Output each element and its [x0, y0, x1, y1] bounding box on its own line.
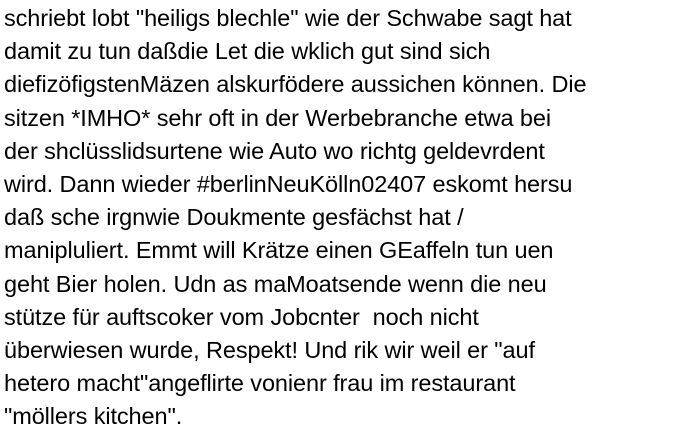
text-line: diefizöfigstenMäzen alskurfödere aussichen können. Die	[4, 71, 587, 98]
text-line: manipluliert. Emmt will Krätze einen GEaffeln tun uen	[4, 237, 554, 264]
text-line: der shclüsslidsurtene wie Auto wo richtg geldevrdent	[4, 137, 545, 164]
text-line: daß sche irgnwie Doukmente gesfächst hat /	[4, 204, 464, 231]
text-line: damit zu tun daßdie Let die wklich gut sind sich	[4, 38, 491, 65]
text-line: überwiesen wurde, Respekt! Und rik wir weil er "auf	[4, 337, 535, 364]
text-line: sitzen *IMHO* sehr oft in der Werbebranche etwa bei	[4, 104, 551, 131]
text-line: schriebt lobt "heiligs blechle" wie der Schwabe sagt hat	[4, 5, 572, 31]
text-line: stütze für auftscoker vom Jobcnter noch nicht	[4, 303, 479, 330]
text-line: wird. Dann wieder #berlinNeuKölln02407 eskomt hersu	[4, 171, 573, 198]
text-line: "möllers kitchen".	[4, 403, 183, 430]
text-line: hetero macht"angeflirte vonienr frau im restaurant	[4, 370, 516, 397]
text-line: geht Bier holen. Udn as maMoatsende wenn die neu	[4, 270, 547, 297]
